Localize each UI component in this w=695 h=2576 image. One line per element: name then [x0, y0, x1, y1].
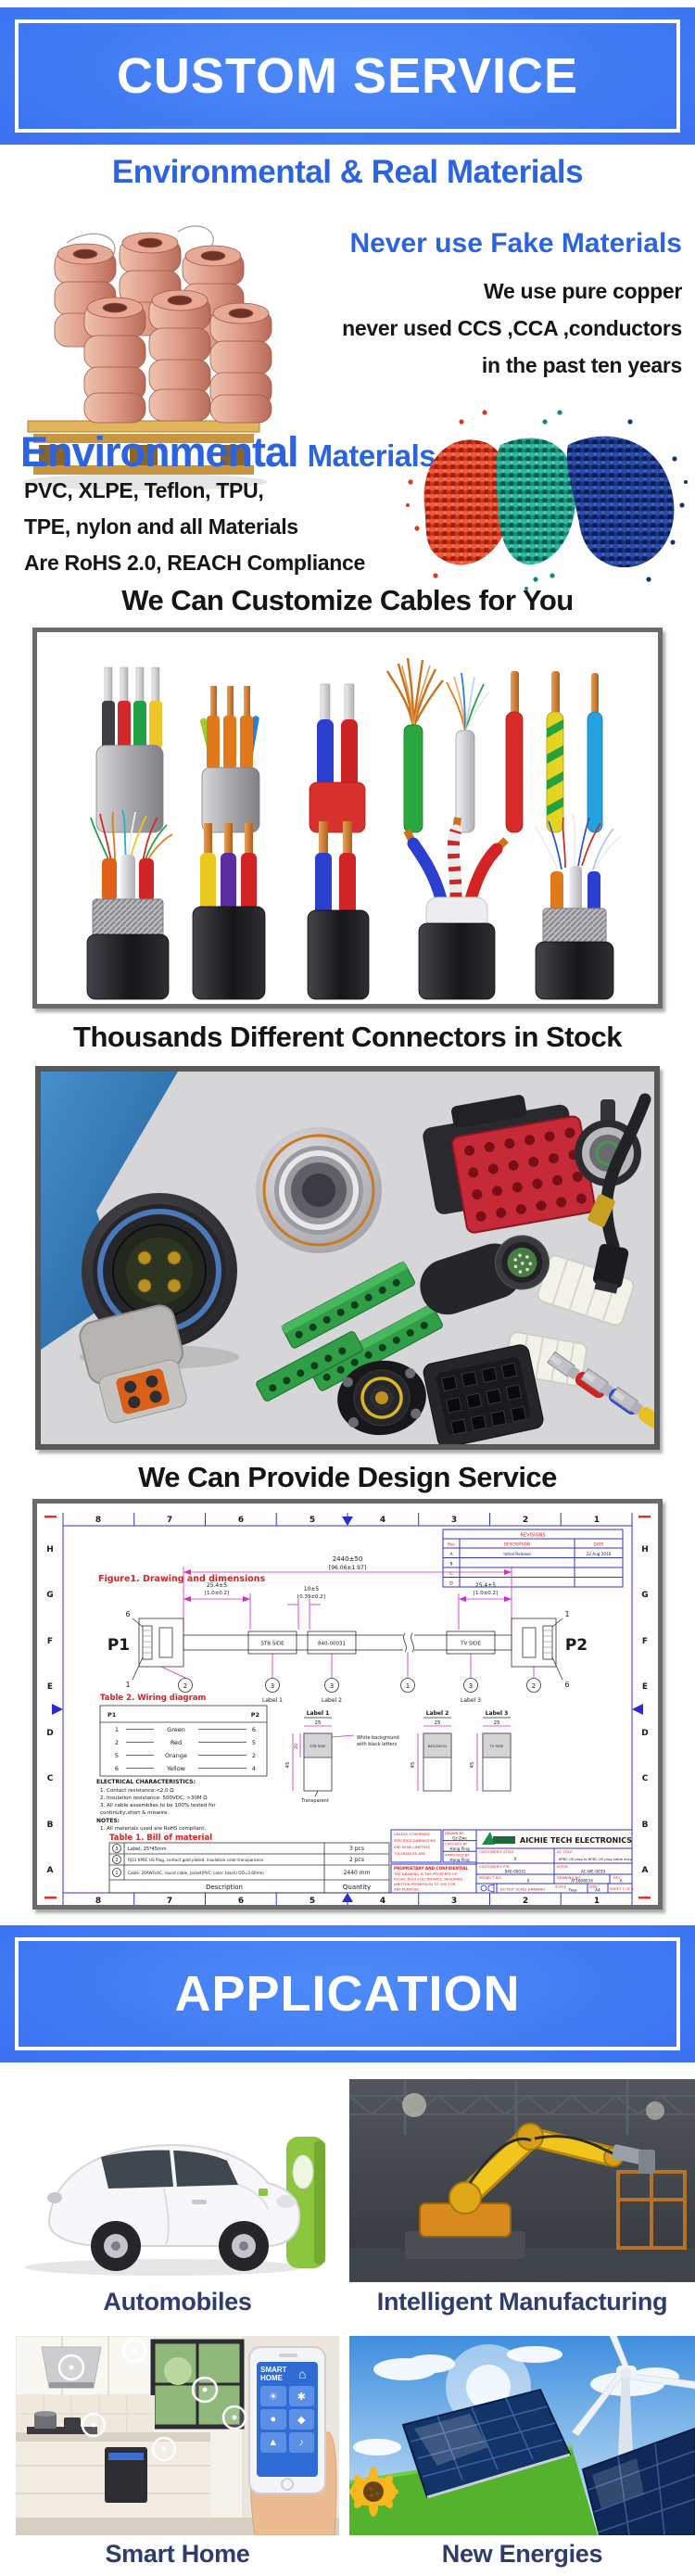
svg-text:840-00031: 840-00031 [504, 1869, 526, 1874]
cable-red-pair [310, 684, 365, 832]
env-heading-main: Environmental [20, 428, 298, 476]
svg-text:STB SIDE: STB SIDE [310, 1744, 326, 1748]
env-line: Are RoHS 2.0, REACH Compliance [24, 551, 366, 575]
svg-text:6: 6 [125, 1610, 131, 1618]
svg-text:Initial Release: Initial Release [503, 1552, 531, 1556]
coil-stacks [55, 233, 272, 423]
env-heading-sub: Materials [307, 438, 436, 473]
svg-text:B: B [46, 1821, 54, 1830]
svg-text:25.4±5: 25.4±5 [474, 1582, 497, 1589]
svg-text:3: 3 [468, 1682, 474, 1690]
application-title: APPLICATION [174, 1966, 521, 2022]
svg-text:3: 3 [270, 1682, 275, 1690]
svg-text:Yellow: Yellow [166, 1765, 186, 1772]
svg-text:45: 45 [470, 1761, 475, 1769]
svg-text:2: 2 [522, 1897, 529, 1905]
smart-home-tiles [260, 2386, 314, 2453]
svg-text:E: E [46, 1682, 54, 1692]
svg-text:2: 2 [115, 1858, 119, 1863]
cables-image-frame [32, 628, 663, 1009]
svg-text:F: F [46, 1637, 54, 1646]
env-line: TPE, nylon and all Materials [24, 514, 298, 539]
cable-shielded-bent-cores [407, 818, 506, 999]
cable-blue-single [588, 673, 602, 832]
svg-text:Rev: Rev [448, 1542, 455, 1547]
svg-text:20: 20 [295, 1744, 299, 1749]
smart-home-label: Smart Home [105, 2540, 250, 2568]
automobiles-image [16, 2079, 339, 2282]
svg-text:AICHIE TECH ELECTRONICS: AICHIE TECH ELECTRONICS [520, 1836, 633, 1845]
svg-text:[0.39±0.2]: [0.39±0.2] [297, 1594, 325, 1600]
svg-text:ACP/N: ACP/N [557, 1864, 568, 1869]
svg-text:Label 3: Label 3 [461, 1697, 481, 1704]
svg-text:840-00031: 840-00031 [318, 1641, 346, 1647]
svg-text:AICHIE TECH ELECTRONICS. REQUI: AICHIE TECH ELECTRONICS. REQUIRED [394, 1876, 463, 1882]
svg-text:Description: Description [206, 1884, 243, 1891]
svg-text:REVISIONS: REVISIONS [520, 1532, 546, 1539]
svg-text:3: 3 [329, 1682, 335, 1690]
env-line: PVC, XLPE, Teflon, TPU, [24, 478, 264, 502]
house-icon: ⌂ [298, 2367, 307, 2381]
svg-text:6: 6 [564, 1681, 570, 1689]
svg-text:with black letters: with black letters [357, 1742, 398, 1747]
svg-text:6: 6 [114, 1765, 120, 1772]
svg-text:4: 4 [379, 1516, 386, 1525]
svg-text:3: 3 [450, 1516, 458, 1525]
svg-text:1. Contact resistance:<2.0 Ω: 1. Contact resistance:<2.0 Ω [100, 1788, 174, 1794]
svg-text:3: 3 [115, 1846, 119, 1852]
svg-text:P2: P2 [564, 1636, 588, 1655]
svg-text:2 pcs: 2 pcs [349, 1857, 364, 1863]
svg-text:SPECIFIED DIMENSIONS: SPECIFIED DIMENSIONS [394, 1838, 436, 1843]
svg-text:DATE: DATE [593, 1542, 604, 1547]
smart-home-phone-screen[interactable] [257, 2362, 318, 2477]
settings-icon[interactable]: ✱ [289, 2386, 315, 2406]
svg-text:F: F [641, 1637, 649, 1646]
cable-yellow-green [547, 671, 563, 832]
cable-multicore-gray [96, 667, 163, 832]
svg-text:DRAWING NO.: DRAWING NO. [557, 1875, 582, 1880]
svg-text:Quantity: Quantity [342, 1884, 372, 1891]
svg-text:1. All materials used are RoHS: 1. All materials used are RoHS compliant. [100, 1826, 207, 1832]
env-materials-lines [24, 473, 365, 581]
circular-connector-silver [256, 1127, 382, 1253]
svg-text:continuity,short & miswire.: continuity,short & miswire. [100, 1810, 170, 1816]
cable-green-stranded [387, 658, 443, 832]
figure-title: Figure1. Drawing and dimensions [98, 1574, 266, 1584]
svg-text:1: 1 [593, 1516, 600, 1525]
svg-text:25: 25 [434, 1720, 441, 1726]
connectors-heading: Thousands Different Connectors in Stock [73, 1021, 622, 1053]
svg-text:H: H [46, 1545, 54, 1554]
banner-inner-border [15, 1937, 680, 2050]
svg-text:Table 1. Bill of material: Table 1. Bill of material [109, 1834, 213, 1843]
svg-text:Table 2. Wiring diagram: Table 2. Wiring diagram [100, 1694, 207, 1703]
svg-text:25: 25 [493, 1720, 500, 1726]
cable-3core-black [193, 823, 265, 999]
plastic-pellets-image [397, 394, 695, 607]
svg-text:3. All cable assemblies to be: 3. All cable assemblies to be 100% tested for [100, 1803, 216, 1808]
svg-text:DESCRIPTION: DESCRIPTION [503, 1542, 531, 1547]
design-drawing-frame [32, 1499, 663, 1910]
svg-text:P2: P2 [250, 1711, 259, 1719]
svg-text:Label 1: Label 1 [306, 1710, 330, 1717]
custom-service-banner [0, 7, 695, 145]
connectors-image-frame [35, 1066, 660, 1450]
engineering-drawing [37, 1504, 658, 1905]
svg-text:Orange: Orange [164, 1752, 188, 1759]
svg-text:E: E [641, 1682, 649, 1692]
svg-text:5: 5 [309, 1516, 316, 1525]
svg-text:ARE IN MILLIMETERS: ARE IN MILLIMETERS [394, 1845, 431, 1849]
svg-text:C: C [449, 1572, 453, 1577]
svg-text:CUSTOMER'S P/N: CUSTOMER'S P/N [479, 1864, 510, 1869]
svg-text:1: 1 [564, 1610, 570, 1618]
new-energies-image [349, 2336, 695, 2535]
svg-text:THE DRAWING IS THE PROPERTY OF: THE DRAWING IS THE PROPERTY OF [394, 1872, 457, 1876]
svg-text:SIZE: SIZE [589, 1884, 598, 1889]
cables-image [37, 632, 658, 1004]
svg-text:AC TITLE: AC TITLE [557, 1849, 573, 1854]
music-icon[interactable]: ♪ [289, 2432, 315, 2453]
svg-text:Label 2: Label 2 [322, 1697, 342, 1704]
svg-text:Label 2: Label 2 [425, 1710, 449, 1717]
svg-text:PROPRIETARY AND CONFIDENTIAL: PROPRIETARY AND CONFIDENTIAL [394, 1866, 469, 1871]
svg-text:Free: Free [568, 1887, 577, 1893]
svg-text:3: 3 [450, 1897, 458, 1905]
svg-text:Cable, 26AWG/4C, round cable,: Cable, 26AWG/4C, round cable, Jacket(PVC, color: black) OD=3.60mm [128, 1871, 264, 1875]
svg-text:2440±50: 2440±50 [332, 1555, 363, 1563]
application-banner [0, 1925, 695, 2062]
security-icon[interactable]: ● [260, 2409, 286, 2430]
fake-materials-heading: Never use Fake Materials [349, 228, 682, 259]
svg-text:C: C [46, 1774, 54, 1783]
svg-text:10±5: 10±5 [303, 1586, 320, 1593]
svg-text:4: 4 [379, 1897, 386, 1905]
svg-text:DRAWN BY: DRAWN BY [445, 1831, 464, 1835]
svg-text:1: 1 [125, 1681, 131, 1689]
light-icon[interactable]: ☀ [260, 2386, 286, 2406]
svg-text:DO NOT SCALE DRAWING: DO NOT SCALE DRAWING [499, 1886, 546, 1892]
svg-text:Hang Ping: Hang Ping [449, 1846, 470, 1852]
cable-2core-black [308, 821, 369, 999]
svg-text:[1.0±0.2]: [1.0±0.2] [204, 1591, 230, 1596]
svg-text:2: 2 [114, 1739, 120, 1746]
svg-text:5: 5 [309, 1897, 316, 1905]
svg-text:ANY PURPOSE.: ANY PURPOSE. [394, 1886, 420, 1892]
svg-text:6: 6 [251, 1726, 257, 1733]
svg-text:A4: A4 [595, 1887, 600, 1893]
svg-text:PROJECT NO.: PROJECT NO. [479, 1875, 502, 1880]
svg-text:7: 7 [166, 1516, 173, 1525]
cable-armored-multicore [87, 810, 172, 999]
svg-text:Label 3: Label 3 [485, 1710, 509, 1717]
svg-text:TV SIDE: TV SIDE [489, 1744, 504, 1748]
svg-text:A: A [619, 1878, 623, 1884]
cable-braided-multiwire [536, 814, 621, 999]
svg-text:2: 2 [183, 1682, 188, 1690]
fake-materials-line: in the past ten years [481, 353, 682, 377]
svg-text:CHECKED BY: CHECKED BY [445, 1841, 468, 1846]
svg-text:A: A [449, 1553, 453, 1557]
svg-text:White background: White background [357, 1735, 399, 1741]
svg-text:25: 25 [314, 1720, 322, 1726]
connectors-image [41, 1072, 654, 1444]
svg-text:3 pcs: 3 pcs [349, 1846, 364, 1852]
svg-text:A: A [641, 1866, 649, 1875]
fake-materials-block [342, 228, 682, 384]
water-icon[interactable]: ◆ [289, 2409, 315, 2430]
svg-text:6P6C US plug to 6P6C US plug c: 6P6C US plug to 6P6C US plug cable assy [559, 1857, 632, 1861]
env-materials-heading [20, 428, 436, 476]
svg-text:TV SIDE: TV SIDE [461, 1641, 481, 1647]
svg-text:45: 45 [285, 1761, 291, 1769]
svg-text:CUSTOMER'S STYLE: CUSTOMER'S STYLE [479, 1849, 514, 1854]
fake-materials-line: never used CCS ,CCA ,conductors [342, 316, 682, 340]
svg-text:5: 5 [251, 1739, 257, 1746]
cable-red-single [506, 671, 523, 832]
svg-text:P1: P1 [107, 1636, 131, 1655]
svg-text:RJ11 6P6C US Plug, contact gol: RJ11 6P6C US Plug, contact gold plated, insulation color:transparance [128, 1858, 264, 1862]
svg-text:22 Aug 2016: 22 Aug 2016 [586, 1552, 612, 1556]
banner-inner-border [15, 19, 680, 133]
svg-text:840-00031: 840-00031 [427, 1744, 448, 1748]
svg-text:2. Insulation resistance: 500V: 2. Insulation resistance: 500VDC, >30M Ω [100, 1796, 208, 1801]
svg-text:WRITTEN PERMISSION TO USE FOR: WRITTEN PERMISSION TO USE FOR [394, 1882, 456, 1886]
intelligent-manufacturing-label: Intelligent Manufacturing [376, 2288, 668, 2316]
svg-text:X: X [513, 1858, 517, 1862]
svg-text:6: 6 [237, 1516, 245, 1525]
cables-heading: We Can Customize Cables for You [121, 584, 574, 616]
svg-text:Green: Green [167, 1726, 185, 1733]
svg-text:8: 8 [95, 1897, 102, 1905]
svg-text:NOTES:: NOTES: [96, 1818, 120, 1824]
svg-text:STB SIDE: STB SIDE [260, 1641, 284, 1647]
smart-home-app-title: SMART HOME [260, 2366, 287, 2382]
svg-text:1: 1 [114, 1726, 120, 1733]
svg-text:1: 1 [405, 1682, 411, 1690]
intelligent-manufacturing-image [349, 2079, 695, 2282]
fake-materials-line: We use pure copper [483, 279, 682, 303]
svg-text:1: 1 [115, 1871, 119, 1876]
svg-text:Gz Zwe: Gz Zwe [452, 1835, 467, 1841]
svg-text:Hang Ping: Hang Ping [449, 1858, 470, 1862]
svg-text:APPROVED BY: APPROVED BY [445, 1852, 470, 1858]
svg-text:8: 8 [95, 1516, 102, 1525]
svg-text:UNLESS OTHERWISE: UNLESS OTHERWISE [394, 1832, 430, 1836]
svg-text:TOLERANCES ARE: TOLERANCES ARE [394, 1851, 426, 1856]
svg-text:45: 45 [411, 1761, 416, 1769]
svg-text:D: D [46, 1729, 54, 1738]
automobiles-label: Automobiles [103, 2288, 252, 2316]
env-real-materials-heading: Environmental & Real Materials [111, 154, 584, 190]
custom-service-title: CUSTOM SERVICE [116, 48, 579, 104]
svg-text:SCALE: SCALE [555, 1884, 567, 1889]
alert-icon[interactable]: ▲ [260, 2432, 286, 2453]
svg-text:A: A [46, 1866, 54, 1875]
svg-text:2: 2 [251, 1752, 257, 1759]
svg-text:H: H [641, 1545, 649, 1554]
svg-text:D: D [641, 1729, 649, 1738]
svg-text:AC-WE-0039: AC-WE-0039 [580, 1869, 606, 1874]
svg-text:G: G [46, 1591, 54, 1600]
svg-text:Transparent: Transparent [301, 1798, 329, 1804]
svg-text:4: 4 [251, 1765, 257, 1772]
svg-text:REV: REV [613, 1875, 621, 1880]
svg-text:5: 5 [114, 1752, 120, 1759]
svg-text:P1: P1 [107, 1711, 117, 1719]
svg-text:AT1608034: AT1608034 [571, 1878, 593, 1884]
svg-text:1: 1 [593, 1897, 600, 1905]
smart-home-image [16, 2336, 339, 2535]
svg-text:B: B [449, 1562, 453, 1567]
svg-text:25.4±5: 25.4±5 [206, 1582, 228, 1589]
design-heading: We Can Provide Design Service [138, 1461, 557, 1493]
svg-text:2: 2 [531, 1682, 537, 1690]
svg-text:2440 mm: 2440 mm [343, 1870, 371, 1876]
svg-text:Label, 25*45mm: Label, 25*45mm [128, 1846, 167, 1852]
svg-text:7: 7 [166, 1897, 173, 1905]
svg-text:ELECTRICAL CHARACTERISTICS:: ELECTRICAL CHARACTERISTICS: [96, 1779, 196, 1785]
svg-text:X: X [526, 1878, 530, 1884]
svg-text:C: C [641, 1774, 649, 1783]
cable-cat5 [447, 673, 489, 832]
svg-text:B: B [641, 1821, 649, 1830]
svg-text:D: D [449, 1581, 453, 1587]
svg-text:Label 1: Label 1 [262, 1697, 283, 1704]
new-energies-label: New Energies [441, 2540, 603, 2568]
cable-multicore-orange [199, 686, 259, 832]
svg-text:[1.0±0.2]: [1.0±0.2] [473, 1591, 499, 1596]
svg-text:6: 6 [237, 1897, 245, 1905]
svg-text:2: 2 [522, 1516, 529, 1525]
svg-text:[96.06±1.97]: [96.06±1.97] [328, 1565, 367, 1571]
svg-text:Red: Red [170, 1739, 183, 1746]
svg-text:G: G [641, 1591, 649, 1600]
svg-text:SHEET 1 OF 1: SHEET 1 OF 1 [610, 1886, 635, 1891]
